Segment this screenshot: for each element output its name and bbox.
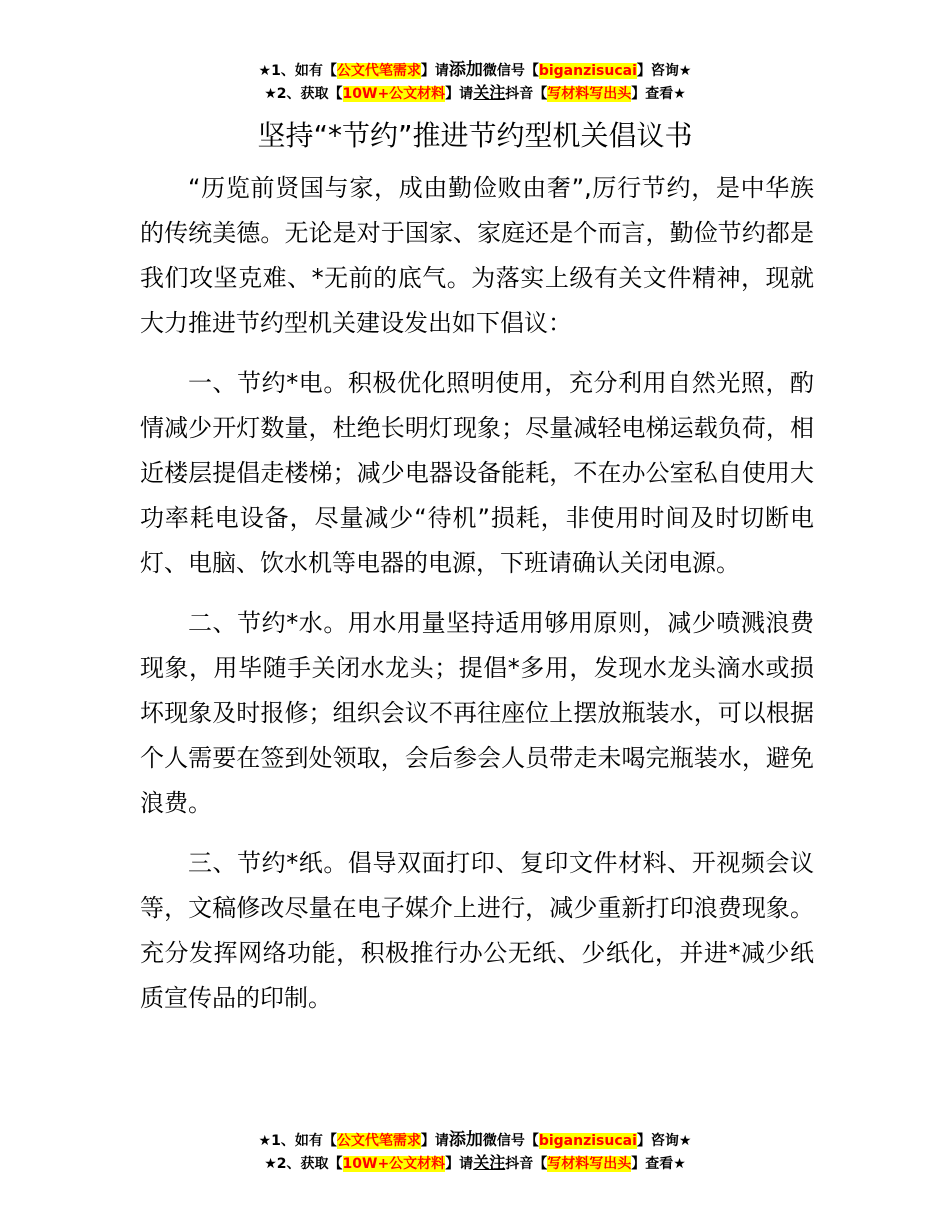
ad-highlight-service: 公文代笔需求 bbox=[336, 63, 421, 79]
ad-emphasis: 添加 bbox=[448, 60, 483, 80]
footer-ad bbox=[0, 1129, 950, 1175]
ad-highlight-douyin: 写材料写出头 bbox=[547, 1156, 632, 1172]
ad-text: 】咨询★ bbox=[636, 1133, 692, 1149]
footer-ad-line-1 bbox=[0, 1129, 950, 1152]
ad-text: 抖音【 bbox=[505, 86, 548, 102]
ad-emphasis-underlined: 关注 bbox=[473, 83, 506, 102]
ad-text: ★2、获取【 bbox=[264, 86, 343, 102]
ad-highlight-materials: 10W+公文材料 bbox=[342, 1156, 446, 1172]
ad-text: 抖音【 bbox=[505, 1156, 548, 1172]
header-ad-line-2 bbox=[0, 82, 950, 105]
ad-text: 】请 bbox=[445, 86, 474, 102]
ad-highlight-service: 公文代笔需求 bbox=[336, 1133, 421, 1149]
ad-highlight-materials: 10W+公文材料 bbox=[342, 86, 446, 102]
ad-text: 】查看★ bbox=[631, 86, 686, 102]
paragraph-save-electricity: 一、节约*电。积极优化照明使用，充分利用自然光照，酌情减少开灯数量，杜绝长明灯现象；尽量减轻电梯运载负荷，相近楼层提倡走楼梯；减少电器设备能耗，不在办公室私自使用大功率耗电设备，尽量减少“待机”损耗，非使用时间及时切断电灯、电脑、饮水机等电器的电源，下班请确认关闭电源。 bbox=[140, 369, 814, 577]
ad-text: ★1、如有【 bbox=[258, 1133, 337, 1149]
ad-text: ★1、如有【 bbox=[258, 63, 337, 79]
ad-highlight-douyin: 写材料写出头 bbox=[547, 86, 632, 102]
ad-text: 】查看★ bbox=[631, 1156, 686, 1172]
ad-highlight-wechat-id: biganzisucai bbox=[538, 1133, 637, 1149]
header-ad bbox=[0, 59, 950, 105]
document-title: 坚持“*节约”推进节约型机关倡议书 bbox=[257, 119, 693, 152]
ad-text: 】咨询★ bbox=[636, 63, 692, 79]
document-body bbox=[140, 166, 814, 1036]
ad-emphasis-underlined: 关注 bbox=[473, 1153, 506, 1172]
ad-text: 微信号【 bbox=[482, 63, 539, 79]
paragraph-save-paper: 三、节约*纸。倡导双面打印、复印文件材料、开视频会议等，文稿修改尽量在电子媒介上进行，减少重新打印浪费现象。充分发挥网络功能，积极推行办公无纸、少纸化，并进*减少纸质宣传品的印制。 bbox=[140, 849, 814, 1012]
ad-text: 】请 bbox=[445, 1156, 474, 1172]
footer-ad-line-2 bbox=[0, 1152, 950, 1175]
ad-emphasis: 添加 bbox=[448, 1130, 483, 1150]
ad-highlight-wechat-id: biganzisucai bbox=[538, 63, 637, 79]
ad-text: ★2、获取【 bbox=[264, 1156, 343, 1172]
ad-text: 】请 bbox=[420, 63, 449, 79]
paragraph-save-water: 二、节约*水。用水用量坚持适用够用原则，减少喷溅浪费现象，用毕随手关闭水龙头；提倡*多用，发现水龙头滴水或损坏现象及时报修；组织会议不再往座位上摆放瓶装水，可以根据个人需要在签到处领取，会后参会人员带走未喝完瓶装水，避免浪费。 bbox=[140, 609, 814, 817]
paragraph-intro: “历览前贤国与家，成由勤俭败由奢”,厉行节约，是中华族的传统美德。无论是对于国家、家庭还是个而言，勤俭节约都是我们攻坚克难、*无前的底气。为落实上级有关文件精神，现就大力推进节约型机关建设发出如下倡议： bbox=[140, 174, 814, 337]
ad-text: 】请 bbox=[420, 1133, 449, 1149]
ad-text: 微信号【 bbox=[482, 1133, 539, 1149]
header-ad-line-1 bbox=[0, 59, 950, 82]
